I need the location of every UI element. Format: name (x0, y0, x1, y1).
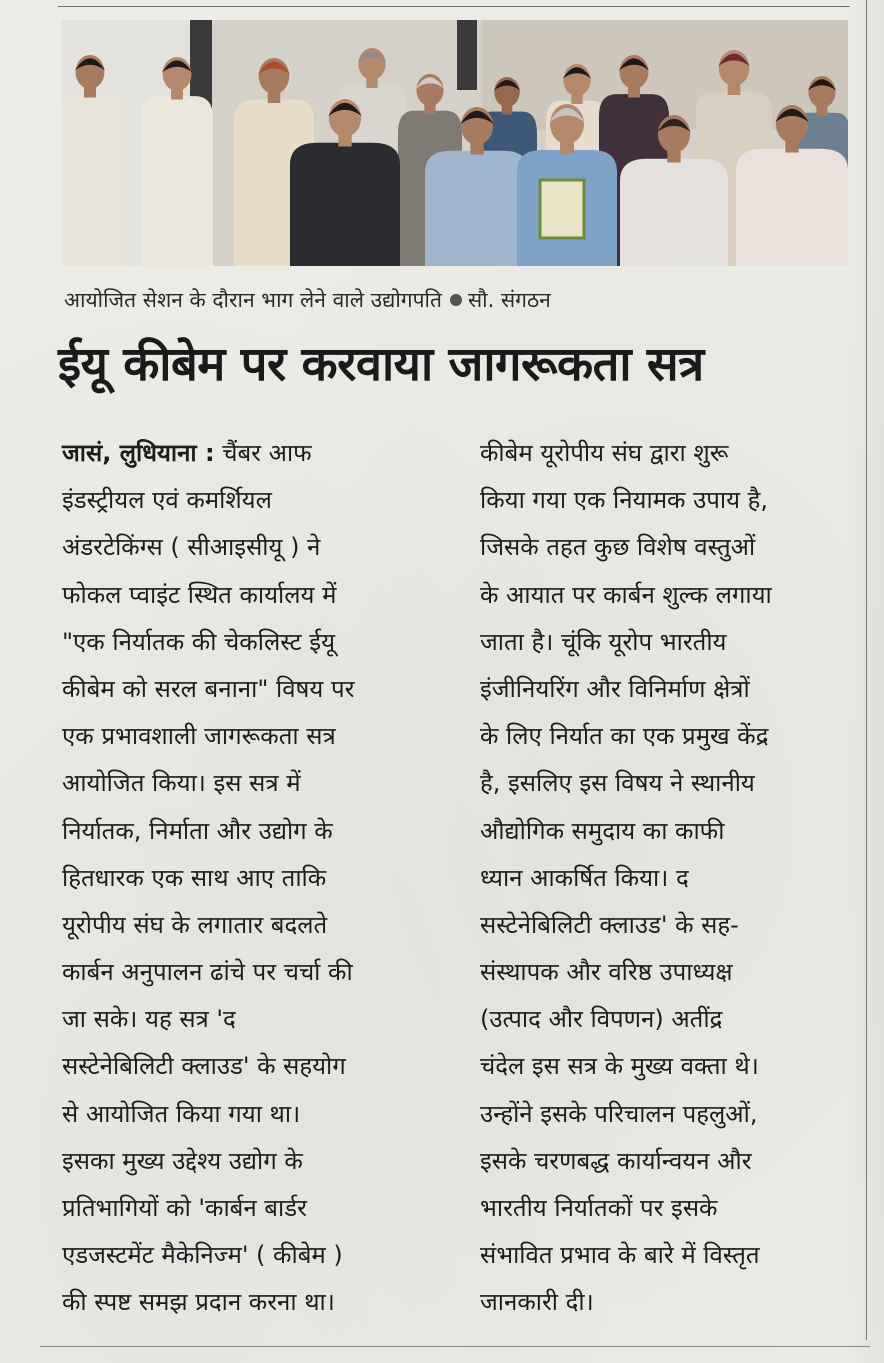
dateline: जासं, लुधियाना : (62, 439, 215, 467)
body-text: कीबेम यूरोपीय संघ द्वारा शुरू (480, 439, 729, 467)
top-rule (58, 6, 850, 7)
body-text: अंडरटेकिंग्स ( सीआइसीयू ) ने (62, 533, 321, 562)
body-line (62, 619, 442, 666)
body-line (480, 477, 852, 524)
body-line (62, 524, 442, 571)
body-line (480, 1279, 852, 1326)
body-line (480, 902, 852, 949)
body-text: आयोजित किया। इस सत्र में (62, 769, 301, 798)
body-line (62, 1279, 442, 1326)
article-column-left (62, 430, 442, 1327)
group-photo (62, 20, 848, 266)
body-line (480, 996, 852, 1043)
right-column-rule (866, 0, 867, 1340)
body-text: किया गया एक नियामक उपाय है, (480, 486, 769, 515)
photo-caption (64, 286, 551, 314)
body-text: प्रतिभागियों को 'कार्बन बार्डर (62, 1194, 307, 1222)
body-text: इसके चरणबद्ध कार्यान्वयन और (480, 1146, 752, 1175)
body-text: संस्थापक और वरिष्ठ उपाध्यक्ष (480, 958, 733, 987)
body-text: से आयोजित किया गया था। (62, 1099, 301, 1128)
body-text: जिसके तहत कुछ विशेष वस्तुओं (480, 533, 756, 562)
photo-credit: सौ. संगठन (467, 288, 551, 312)
body-line (480, 524, 852, 571)
body-text: जानकारी दी। (480, 1288, 594, 1317)
body-text: इंजीनियरिंग और विनिर्माण क्षेत्रों (480, 674, 750, 703)
body-text: हितधारक एक साथ आए ताकि (62, 863, 327, 892)
body-text: फोकल प्वाइंट स्थित कार्यालय में (62, 580, 337, 609)
body-text: जा सके। यह सत्र 'द (62, 1005, 236, 1034)
body-text: ध्यान आकर्षित किया। द (480, 863, 689, 892)
body-text: संभावित प्रभाव के बारे में विस्तृत (480, 1241, 760, 1270)
body-text: यूरोपीय संघ के लगातार बदलते (62, 910, 328, 939)
body-text: कीबेम को सरल बनाना" विषय पर (62, 674, 355, 703)
body-line (62, 1138, 442, 1185)
body-line (62, 666, 442, 713)
body-line (62, 808, 442, 855)
body-line (62, 1232, 442, 1279)
body-line (62, 902, 442, 949)
body-text: एक प्रभावशाली जागरूकता सत्र (62, 722, 336, 751)
body-line (480, 855, 852, 902)
body-text: के आयात पर कार्बन शुल्क लगाया (480, 580, 772, 609)
body-line (480, 430, 852, 477)
body-text: के लिए निर्यात का एक प्रमुख केंद्र (480, 722, 769, 751)
body-line (62, 1043, 442, 1090)
folder-icon (540, 180, 584, 238)
body-text: सस्टेनेबिलिटी क्लाउड' के सहयोग (62, 1052, 346, 1081)
body-text: इसका मुख्य उद्देश्य उद्योग के (62, 1146, 303, 1175)
body-line (480, 1232, 852, 1279)
caption-text: आयोजित सेशन के दौरान भाग लेने वाले उद्योगपति (64, 288, 442, 312)
body-text: निर्यातक, निर्माता और उद्योग के (62, 816, 333, 845)
body-line (480, 1185, 852, 1232)
body-line (62, 713, 442, 760)
body-text: (उत्पाद और विपणन) अतींद्र (480, 1005, 723, 1034)
body-text: चैंबर आफ (214, 439, 312, 467)
body-text: जाता है। चूंकि यूरोप भारतीय (480, 627, 727, 656)
body-text: इंडस्ट्रीयल एवं कमर्शियल (62, 486, 272, 515)
body-line (62, 477, 442, 524)
body-text: की स्पष्ट समझ प्रदान करना था। (62, 1288, 335, 1317)
body-text: उन्होंने इसके परिचालन पहलुओं, (480, 1099, 758, 1128)
bottom-rule (40, 1346, 870, 1347)
body-line (62, 430, 442, 477)
body-line (480, 1138, 852, 1185)
body-line (62, 1185, 442, 1232)
body-line (62, 996, 442, 1043)
body-text: सस्टेनेबिलिटी क्लाउड' के सह- (480, 910, 739, 939)
body-line (480, 666, 852, 713)
article-column-right (480, 430, 852, 1327)
body-text: चंदेल इस सत्र के मुख्य वक्ता थे। (480, 1052, 759, 1081)
body-line (480, 808, 852, 855)
bullet-icon (450, 294, 462, 306)
body-text: है, इसलिए इस विषय ने स्थानीय (480, 769, 755, 798)
body-line (62, 760, 442, 807)
body-line (480, 760, 852, 807)
body-text: भारतीय निर्यातकों पर इसके (480, 1194, 718, 1222)
body-line (480, 572, 852, 619)
body-line (480, 1091, 852, 1138)
body-line (62, 572, 442, 619)
body-text: कार्बन अनुपालन ढांचे पर चर्चा की (62, 958, 353, 987)
body-text: औद्योगिक समुदाय का काफी (480, 816, 725, 845)
body-line (62, 949, 442, 996)
body-line (480, 1043, 852, 1090)
group-photo-illustration (62, 20, 848, 266)
headline: ईयू कीबेम पर करवाया जागरूकता सत्र (58, 337, 704, 392)
body-text: "एक निर्यातक की चेकलिस्ट ईयू (62, 627, 335, 656)
body-line (62, 1091, 442, 1138)
body-line (62, 855, 442, 902)
body-line (480, 619, 852, 666)
body-text: एडजस्टमेंट मैकेनिज्म' ( कीबेम ) (62, 1241, 343, 1270)
body-line (480, 713, 852, 760)
body-line (480, 949, 852, 996)
